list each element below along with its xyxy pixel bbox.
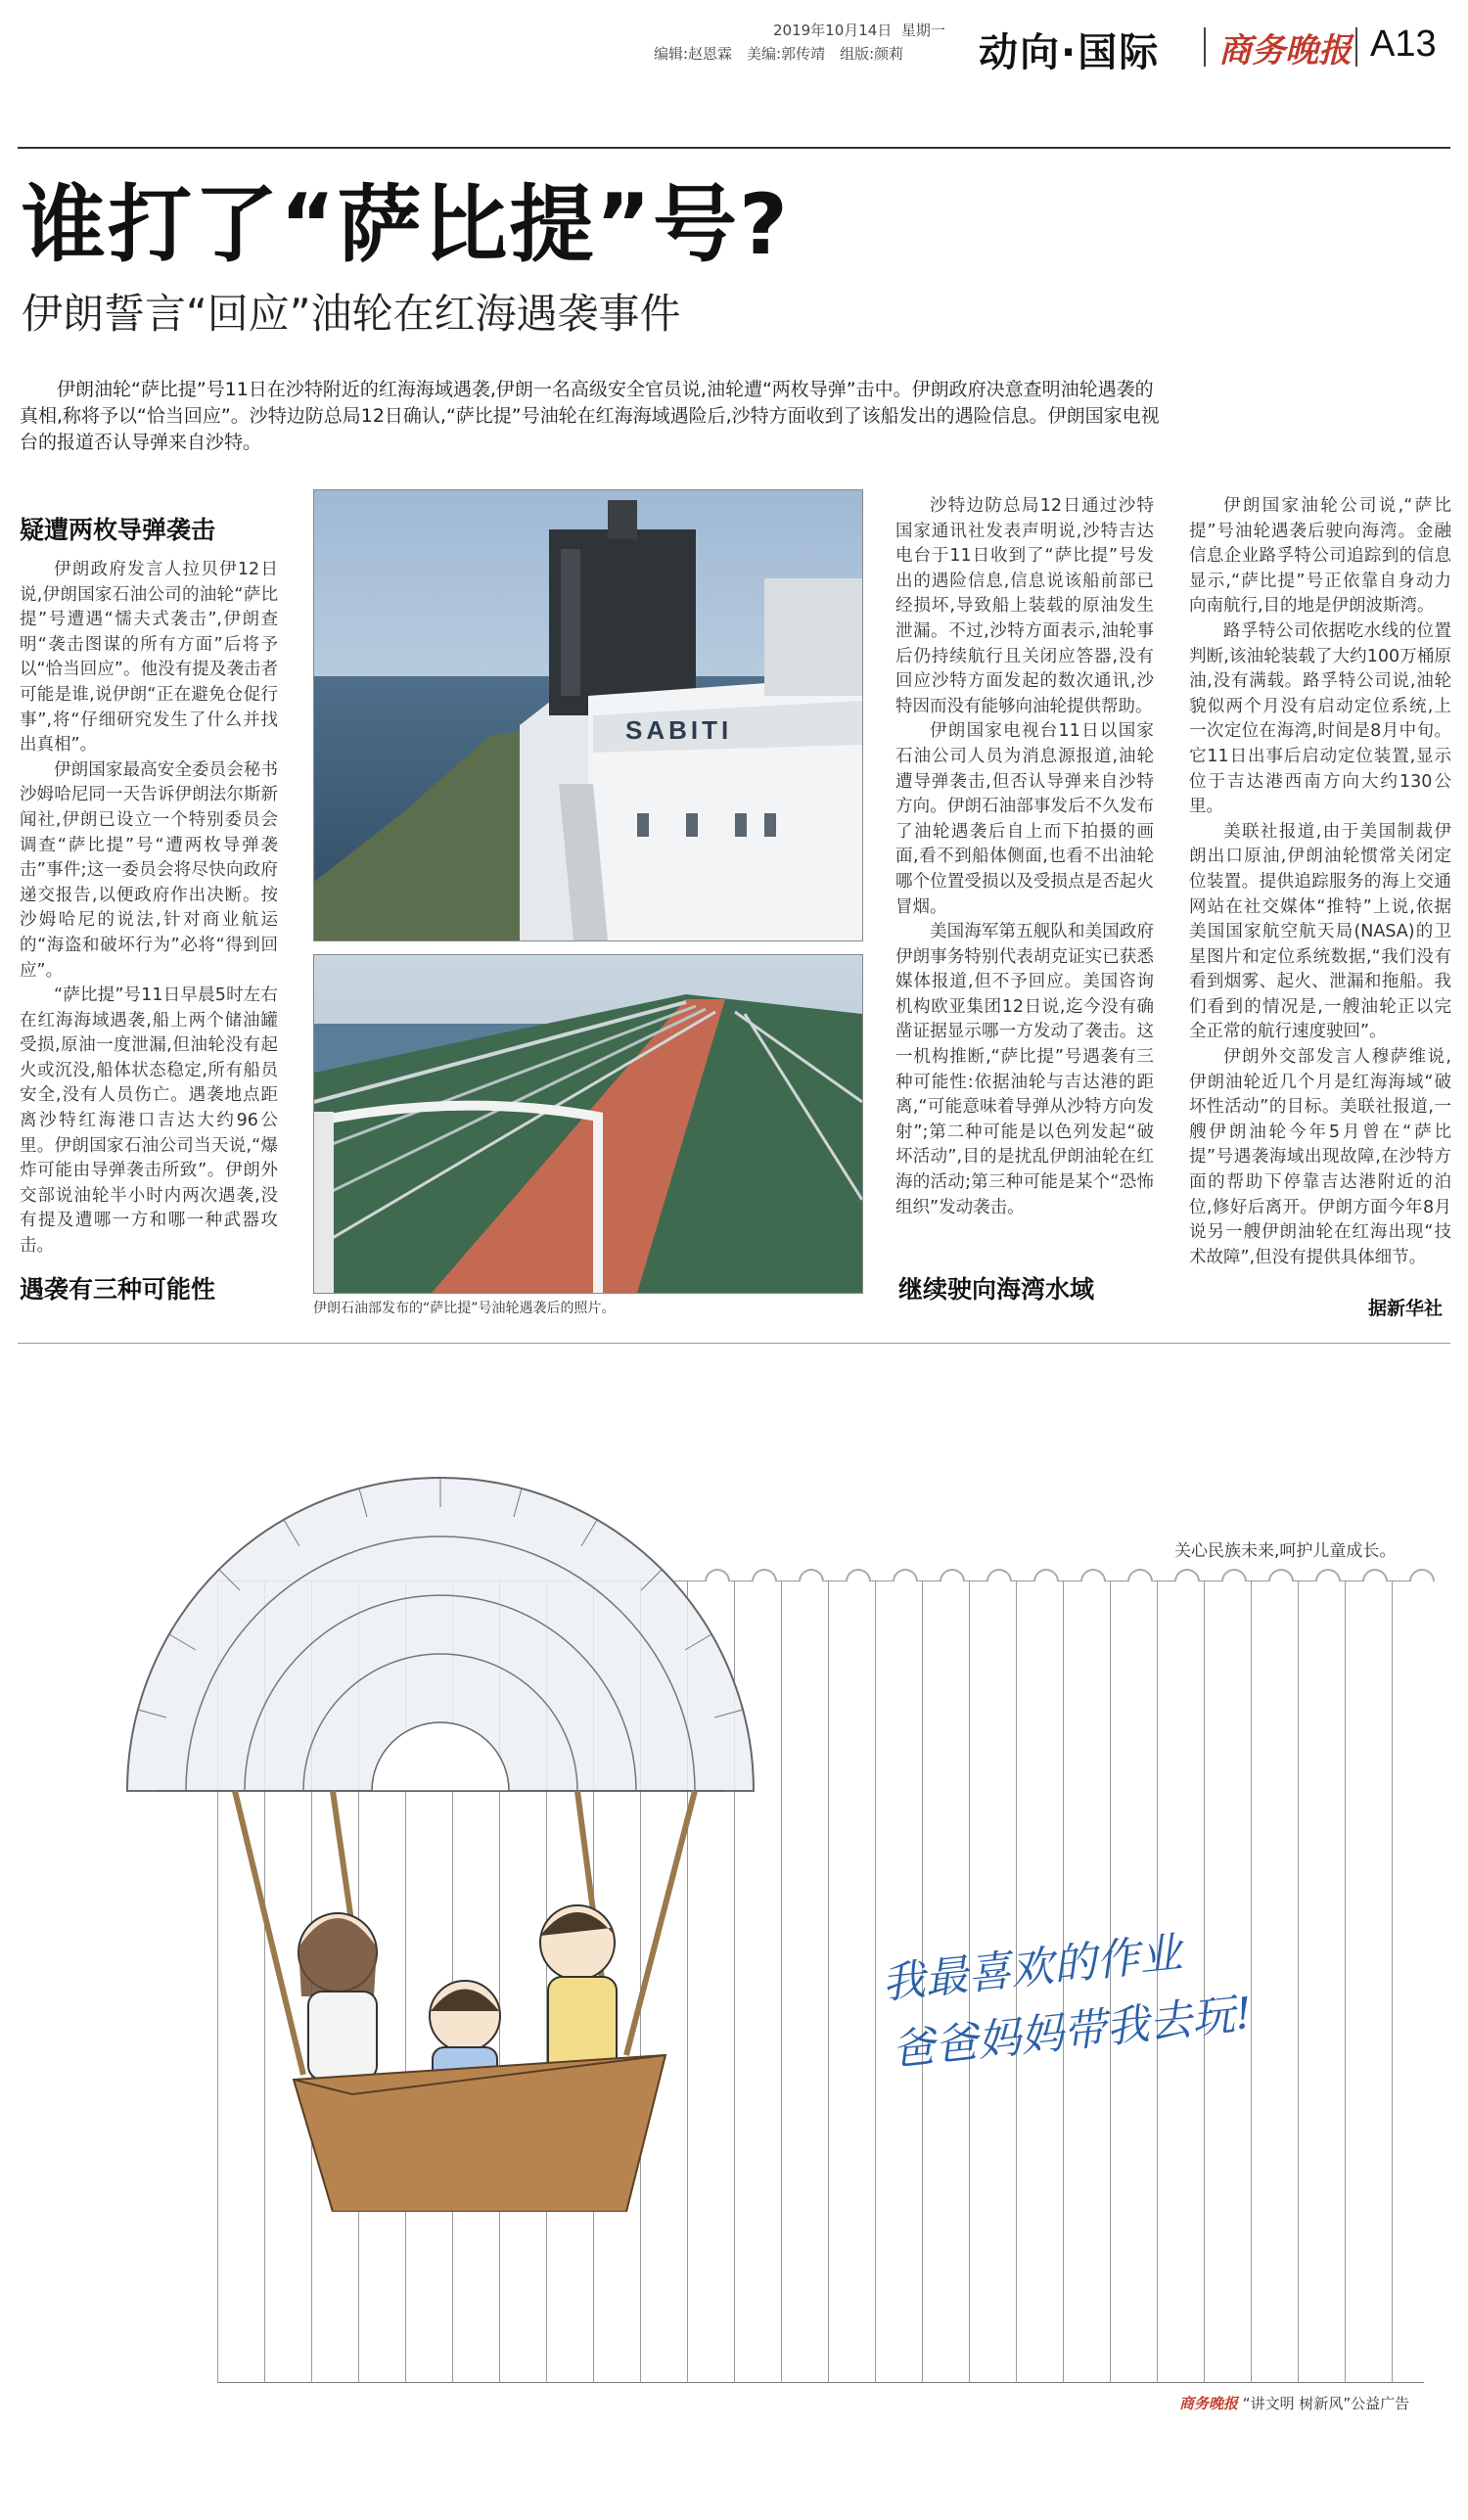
page-number: A13 — [1370, 23, 1437, 65]
subheadline: 伊朗誓言“回应”油轮在红海遇袭事件 — [22, 290, 681, 338]
ship-deck-image — [314, 955, 862, 1293]
ad-footer-text: “讲文明 树新风”公益广告 — [1242, 2395, 1410, 2412]
section-title: 动向·国际 — [979, 30, 1161, 75]
paragraph: 伊朗政府发言人拉贝伊12日说,伊朗国家石油公司的油轮“萨比提”号遭遇“懦夫式袭击”,伊朗查明“袭击图谋的所有方面”后将予以“恰当回应”。他没有提及袭击者可能是谁,说伊朗“正在避免仓促行事”,将“仔细研究发生了什么并找出真相”。 — [20, 560, 278, 756]
paragraph: 路孚特公司依据吃水线的位置判断,该油轮装载了大约100万桶原油,没有满载。路孚特公司说,油轮貌似两个月没有启动定位系统,上一次定位在海湾,时间是8月中旬。它11日出事后启动定位装置,显示位于吉达港西南方向大约130公里。 — [1189, 620, 1451, 817]
column-3 — [1189, 494, 1451, 1270]
paragraph: 美联社报道,由于美国制裁伊朗出口原油,伊朗油轮惯常关闭定位装置。提供追踪服务的海上交通网站在社交媒体“推特”上说,依据美国国家航空航天局(NASA)的卫星图片和定位系统数据,“我们没有看到烟雾、起火、泄漏和拖船。我们看到的情况是,一艘油轮正以完全正常的航行速度驶回”。 — [1189, 821, 1451, 1042]
weekday: 星期一 — [900, 22, 945, 39]
photo-caption: 伊朗石油部发布的“萨比提”号油轮遇袭后的照片。 — [313, 1301, 616, 1316]
ship-name: SABITI — [625, 715, 733, 745]
headline: 谁打了“萨比提”号? — [22, 176, 790, 274]
brand-logo: 商务晚报 — [1218, 31, 1352, 70]
ship-bridge-image — [314, 490, 862, 940]
header-rule — [18, 147, 1450, 149]
article-bottom-rule — [18, 1343, 1450, 1344]
column-1 — [20, 558, 278, 1260]
ad-tagline: 关心民族未来,呵护儿童成长。 — [1174, 1541, 1397, 1561]
date: 2019年10月14日 — [773, 22, 893, 39]
balloon-illustration — [117, 1468, 763, 2212]
byline: 据新华社 — [1368, 1298, 1444, 1319]
lede-paragraph: 伊朗油轮“萨比提”号11日在沙特附近的红海海域遇袭,伊朗一名高级安全官员说,油轮遭“两枚导弹”击中。伊朗政府决意查明油轮遇袭的真相,称将予以“恰当回应”。沙特边防总局12日确认,“萨比提”号油轮在红海海域遇险后,沙特方面收到了该船发出的遇险信息。伊朗国家电视台的报道否认导弹来自沙特。 — [20, 379, 1160, 453]
paragraph: 伊朗国家油轮公司说,“萨比提”号油轮遇袭后驶向海湾。金融信息企业路孚特公司追踪到的信息显示,“萨比提”号正依靠自身动力向南航行,目的地是伊朗波斯湾。 — [1189, 496, 1451, 617]
protractor-icon — [127, 1478, 754, 1791]
photo-ship-bridge — [313, 489, 863, 941]
issue-date — [773, 20, 945, 41]
ad-slogan-line2: 爸爸妈妈带我去玩! — [889, 1988, 1255, 2077]
paragraph: 沙特边防总局12日通过沙特国家通讯社发表声明说,沙特吉达电台于11日收到了“萨比提”号发出的遇险信息,信息说该船前部已经损坏,导致船上装载的原油发生泄漏。不过,沙特方面表示,油轮事后仍持续航行且关闭应答器,没有回应沙特方面发起的数次通讯,沙特因而没有能够向油轮提供帮助。 — [895, 496, 1154, 716]
photo-ship-deck — [313, 954, 863, 1294]
paragraph: 伊朗外交部发言人穆萨维说,伊朗油轮近几个月是红海海域“破坏性活动”的目标。美联社报道,一艘伊朗油轮今年5月曾在“萨比提”号遇袭海域出现故障,在沙特方面的帮助下停靠吉达港附近的泊位,修好后离开。伊朗方面今年8月说另一艘伊朗油轮在红海出现“技术故障”,但没有提供具体细节。 — [1189, 1047, 1451, 1267]
ad-footer-brand: 商务晚报 — [1179, 2395, 1239, 2412]
ad-footer — [1179, 2393, 1409, 2413]
subtitle-missiles: 疑遭两枚导弹袭击 — [20, 516, 216, 544]
subtitle-gulf: 继续驶向海湾水域 — [898, 1275, 1095, 1304]
column-2 — [895, 494, 1154, 1220]
editors-credit: 编辑:赵恩霖 美编:郭传靖 组版:颜莉 — [654, 45, 904, 63]
subtitle-possibilities: 遇袭有三种可能性 — [20, 1275, 216, 1304]
ad-slogan-line1: 我最喜欢的作业 — [879, 1928, 1185, 2009]
paragraph: “萨比提”号11日早晨5时左右在红海海域遇袭,船上两个储油罐受损,原油一度泄漏,但油轮没有起火或沉没,船体状态稳定,所有船员安全,没有人员伤亡。遇袭地点距离沙特红海港口吉达大约96公里。伊朗国家石油公司当天说,“爆炸可能由导弹袭击所致”。伊朗外交部说油轮半小时内两次遇袭,没有提及遭哪一方和哪一种武器攻击。 — [20, 985, 278, 1257]
divider — [1355, 27, 1357, 67]
paragraph: 伊朗国家电视台11日以国家石油公司人员为消息源报道,油轮遭导弹袭击,但否认导弹来自沙特方向。伊朗石油部事发后不久发布了油轮遇袭后自上而下拍摄的画面,看不到船体侧面,也看不出油轮哪个位置受损以及受损点是否起火冒烟。 — [895, 721, 1154, 917]
paragraph: 美国海军第五舰队和美国政府伊朗事务特别代表胡克证实已获悉媒体报道,但不予回应。美国咨询机构欧亚集团12日说,迄今没有确凿证据显示哪一方发动了袭击。这一机构推断,“萨比提”号遇袭有三种可能性:依据油轮与吉达港的距离,“可能意味着导弹从沙特方向发射”;第二种可能是以色列发起“破坏活动”,目的是扰乱伊朗油轮在红海的活动;第三种可能是某个“恐怖组织”发动袭击。 — [895, 922, 1154, 1217]
divider — [1204, 27, 1206, 67]
paragraph: 伊朗国家最高安全委员会秘书沙姆哈尼同一天告诉伊朗法尔斯新闻社,伊朗已设立一个特别委员会调查“萨比提”号“遭两枚导弹袭击”事件;这一委员会将尽快向政府递交报告,以便政府作出决断。按沙姆哈尼的说法,针对商业航运的“海盗和破坏行为”必将“得到回应”。 — [20, 759, 278, 981]
paper-bottom-line — [217, 2382, 1424, 2383]
